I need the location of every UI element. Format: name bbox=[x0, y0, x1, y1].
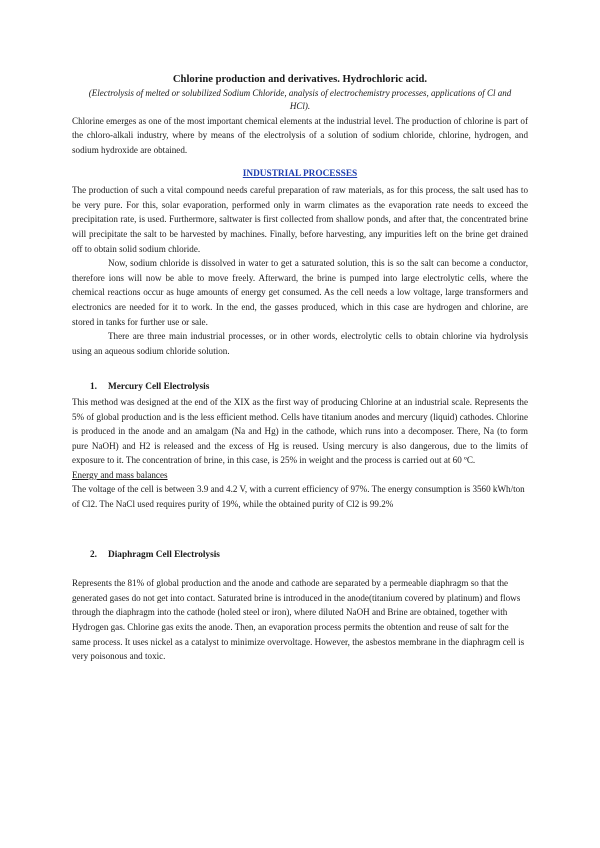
spacer bbox=[72, 358, 528, 380]
document-subtitle: (Electrolysis of melted or solubilized Sodium Chloride, analysis of electrochemistry processes, applications of Cl and HCl). bbox=[88, 88, 512, 112]
industrial-paragraph-1: The production of such a vital compound needs careful preparation of raw materials, as for this process, the salt used has to be very pure. For this, solar evaporation, performed only in warm climates as the evaporation rate needs to exceed the precipitation rate, is used. Furthermore, saltwater is first collected from shallow ponds, and after that, the concentrated brine will precipitate the salt to be harvested by machines. Finally, before harvesting, any impurities left on the brine get drained off to obtain solid sodium chloride. bbox=[72, 185, 528, 254]
industrial-paragraph-3: There are three main industrial processes, or in other words, electrolytic cells to obtain chlorine via hydrolysis using an aqueous sodium chloride solution. bbox=[72, 331, 528, 356]
diaphragm-cell-paragraph: Represents the 81% of global production and the anode and cathode are separated by a permeable diaphragm so that the generated gases do not get into contact. Saturated brine is introduced in the anode(titanium covered by platinum) and flows through the diaphragm into the cathode (holed steel or iron), where diluted NaOH and Brine are obtained, together with Hydrogen gas. Chlorine gas exits the anode. Then, an evaporation process permits the obtention and reuse of salt for the same process. It uses nickel as a catalyst to minimize overvoltage. However, the asbestos membrane in the diaphragm cell is very poisonous and toxic. bbox=[72, 578, 525, 662]
document-page bbox=[72, 72, 528, 664]
mercury-cell-paragraph: This method was designed at the end of the XIX as the first way of producing Chlorine at an industrial scale. Represents the 5% of global production and is the less efficient method. Cells have titanium anodes and mercury (liquid) cathodes. Chlorine is produced in the anode and an amalgam (Na and Hg) in the cathode, which runs into a decomposer. There, Na (to form pure NaOH) and H2 is released and the excess of Hg is reused. Using mercury is also dangerous, due to the limits of exposure to it. The concentration of brine, in this case, is 25% in weight and the process is carried out at 60 ºC. bbox=[72, 396, 528, 466]
document-title: Chlorine production and derivatives. Hydrochloric acid. bbox=[172, 74, 428, 85]
mercury-cell-heading-text: Mercury Cell Electrolysis bbox=[108, 382, 210, 393]
intro-paragraph: Chlorine emerges as one of the most important chemical elements at the industrial level. The production of chlorine is part of the chloro-alkali industry, where by means of the electrolysis of a solution of sodium chloride, chlorine, hydrogen, and sodium hydroxide are obtained. bbox=[72, 115, 528, 155]
diaphragm-cell-heading-text: Diaphragm Cell Electrolysis bbox=[108, 549, 220, 560]
energy-mass-balances-subheading: Energy and mass balances bbox=[72, 469, 168, 480]
industrial-paragraph-2: Now, sodium chloride is dissolved in water to get a saturated solution, this is so the salt can become a conductor, therefore ions will now be able to move freely. Afterward, the brine is pumped into large electrolytic cells, where the chemical reactions occur as huge amounts of energy get consumed. As the cell needs a low voltage, large transformers and electronics are needed for it to work. In the end, the gasses produced, which in this case are hydrogen and chlorine, are stored in tanks for further use or sale. bbox=[72, 258, 528, 327]
mercury-cell-number: 1. bbox=[90, 382, 97, 393]
section-heading-industrial-processes: INDUSTRIAL PROCESSES bbox=[242, 168, 358, 179]
mercury-cell-heading bbox=[72, 380, 528, 395]
spacer bbox=[72, 512, 528, 548]
spacer bbox=[72, 562, 528, 576]
energy-mass-balances-paragraph: The voltage of the cell is between 3.9 and 4.2 V, with a current efficiency of 97%. The energy consumption is 3560 kWh/ton of Cl2. The NaCl used requires purity of 19%, while the obtained purity of Cl2 is 99.2% bbox=[72, 484, 525, 510]
diaphragm-cell-number: 2. bbox=[90, 549, 97, 560]
diaphragm-cell-heading bbox=[72, 548, 528, 563]
